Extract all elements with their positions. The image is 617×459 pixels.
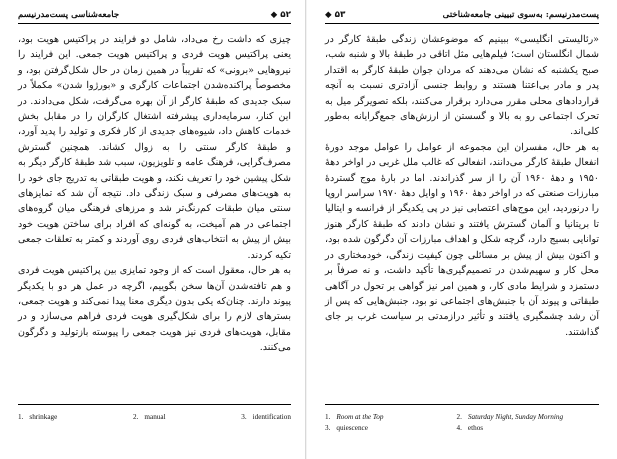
- right-body-text: [325, 32, 599, 340]
- left-page: [0, 0, 306, 459]
- left-page-header: [18, 10, 291, 24]
- left-paragraph-2: به هر حال، معقول است که از وجود تمایزی بین پراکتیس هویت فردی و هم تافته‌شدن آن‌ها سخن بگوییم، اگرچه در عمل هر دو با یکدیگر پیوند دارند. چنان‌که یکی بدون دیگری معنا پیدا نمی‌کند و هویت جمعی، بسترهای لازم را برای شکل‌گیری هویت فردی فراهم می‌سازد و در مقابل، هویت‌های فردی نیز هویت جمعی را پیوسته بازتولید و دگرگون می‌کنند.: [18, 265, 291, 354]
- left-page-number: ۵۲: [280, 10, 291, 20]
- right-footnotes: [325, 404, 599, 434]
- right-paragraph-2: به هر حال، مفسران این مجموعه از عوامل را عوامل موجد دورهٔ انفعال طبقهٔ کارگر می‌دانند، انفعالی که غالب ملل غربی در اواخر دههٔ ۱۹۵۰ و دههٔ ۱۹۶۰ آن را از سر گذراندند. اما در بارهٔ موج گستردهٔ مبارزات صنعتی که در اواخر دههٔ ۱۹۶۰ و اوایل دههٔ ۱۹۷۰ سراسر اروپا را درنوردید، این موج‌های اعتصابی نیز در پی یکدیگر از فرانسه و ایتالیا تا بریتانیا و آلمان گسترش یافتند و نشان دادند که طبقهٔ کارگر هنوز توانایی بسیج دارد، گرچه شکل و اهداف مبارزات آن دگرگون شده بود، و اکنون بیش از پیش بر مسائلی چون کیفیت زندگی، خودمختاری در محل کار و سهیم‌شدن در تصمیم‌گیری‌ها تأکید داشت، و نه صرفاً بر دستمزد و شرایط مادی کار، و همین امر نیز گواهی بر تحول در آگاهی طبقاتی و پیوند آن با جنبش‌های اجتماعی نو بود، جنبش‌هایی که پس از آن رشد چشمگیری یافتند و تأثیر درازمدتی بر سیاست غرب بر جای گذاشتند.: [325, 141, 599, 338]
- left-running-title: جامعه‌شناسی پست‌مدرنیسم: [18, 10, 120, 20]
- right-page: [307, 0, 617, 459]
- footnote: 4. ethos: [456, 424, 484, 432]
- left-body-text: [18, 32, 291, 356]
- footnote: 2. Saturday Night, Sunday Morning: [456, 413, 564, 421]
- footnote: 3. identification: [241, 413, 291, 421]
- right-page-number-group: [325, 10, 345, 20]
- footnote: 3. quiescence: [325, 424, 368, 432]
- right-running-title: پست‌مدرنیسم: به‌سوی تبیینی جامعه‌شناختی: [442, 10, 599, 20]
- left-paragraph-1: چیزی که داشت رخ می‌داد، شامل دو فرایند در پراکتیس هویت بود، یعنی پراکتیس هویت فردی و پراکتیس هویت جمعی. این فرایند را نیروهایی «برونی» که تقریباً در همین زمان در حال شکل‌گرفتن بود، و مخصوصاً پراکنده‌شدن اجتماعات کارگری و «بورژوا شدن» مکملاً در سبک جدیدی که طبقهٔ کارگر از آن بهره می‌گرفت، شکل می‌دادند. در این کنار، سرمایه‌داری پیشرفته اشتغال کارگران را در مقابل بخش خدمات کاهش داد، شیوه‌های جدیدی از کار فکری و تولید را پدید آورد، و طبقهٔ کارگر سنتی را به زوال کشاند. همچنین گسترش مصرف‌گرایی، فرهنگ عامه و تلویزیون، سبب شد طبقهٔ کارگر دیگر به شکل پیشین خود را تعریف نکند، و هویت طبقاتی به تدریج جای خود را به هویت‌های مصرفی و سبک زندگی داد. نتیجه آن شد که تمایزهای سنتی میان طبقات کم‌رنگ‌تر شد و مرزهای فرهنگی میان گروه‌های اجتماعی در هم آمیخت، به گونه‌ای که افراد برای ساختن هویت خود بیش از پیش به انتخاب‌های فردی روی آوردند و کمتر به تعلقات جمعی تکیه کردند.: [18, 34, 291, 261]
- bullet-icon: ◆: [325, 10, 332, 20]
- right-page-number: ۵۳: [334, 10, 346, 20]
- left-footnotes: [18, 404, 291, 423]
- footnote: 1. shrinkage: [18, 413, 58, 421]
- right-page-header: [325, 10, 599, 24]
- footnote: 1. Room at the Top: [325, 413, 384, 421]
- bullet-icon: ◆: [270, 10, 278, 20]
- footnote: 2. manual: [133, 413, 166, 421]
- right-paragraph-1: «رئالیستی انگلیسی» ببینیم که موضوعشان زندگی طبقهٔ کارگر در شمال انگلستان است؛ فیلم‌هایی مثل اتاقی در طبقهٔ بالا و شنبه شب، صبح یکشنبه که نشان می‌دهند که مردان جوان طبقهٔ کارگر به اقتدار پدر و مادر بی‌اعتنا هستند و روابط جنسی آزادتری نسبت به آنچه قراردادهای محلی مقرر می‌دارد برقرار می‌کنند، بلکه تصویرگر میل به تحرک اجتماعی رو به بالا و گسستن از ارزش‌های جمع‌گرایانه به‌طور کلی‌اند.: [325, 34, 599, 138]
- left-page-number-group: [271, 10, 291, 20]
